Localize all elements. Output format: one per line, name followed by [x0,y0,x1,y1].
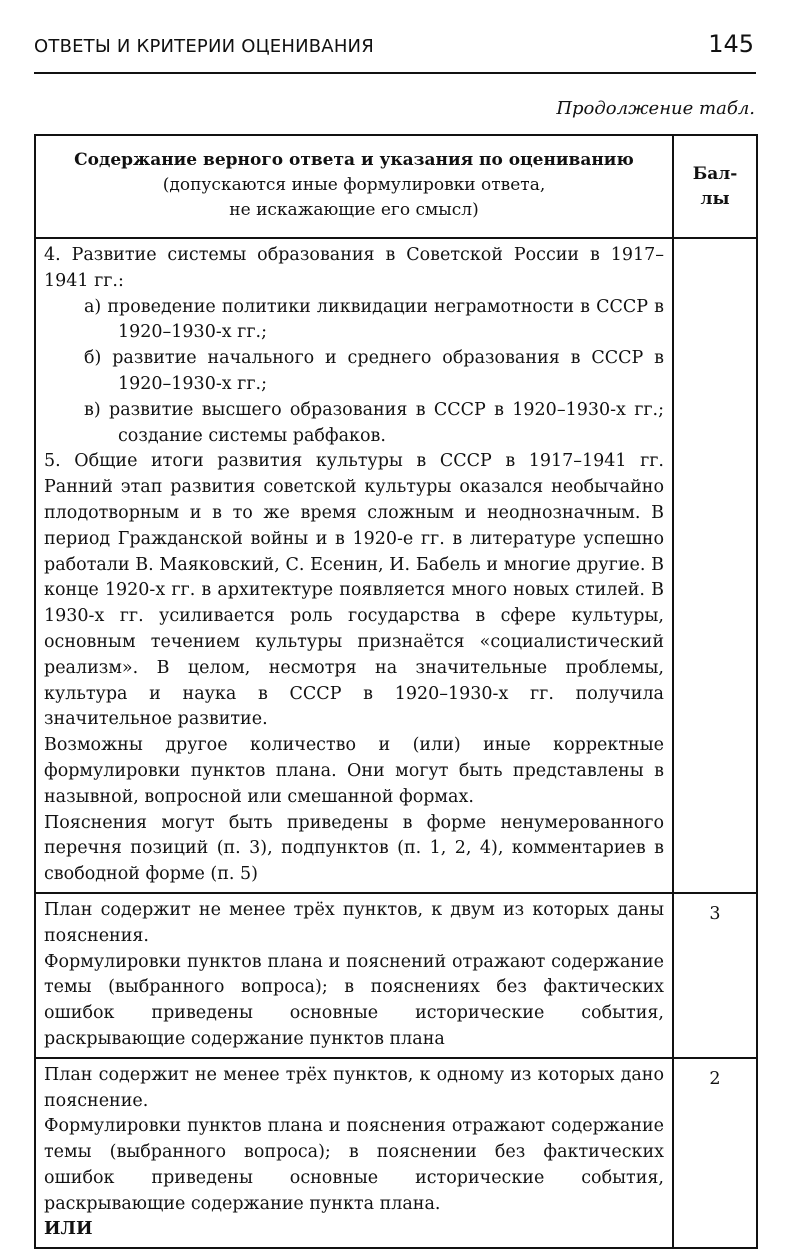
points-value: 2 [709,1068,721,1089]
criteria-text: План содержит не менее трёх пунктов, к двум из которых даны пояснения. [44,899,664,946]
points-header-line1: Бал- [692,164,738,184]
points-value: 3 [709,903,721,924]
page-number: 145 [708,30,754,58]
answer-content-row [35,238,757,893]
table-header-row [35,135,757,238]
note-explanations: Пояснения могут быть приведены в форме ненумерованного перечня позиций (п. 3), подпунктов (п. 1, 2, 4), комментариев в свободной форме (п. 5) [44,812,664,885]
note-alternatives: Возможны другое количество и (или) иные корректные формулировки пунктов плана. Они могут быть представлены в назывной, вопросной или смешанной формах. [44,735,664,807]
content-header-line3: не искажающие его смысл) [229,200,479,220]
criteria-text-cell [35,893,673,1058]
points-header-line2: лы [700,189,730,209]
answer-points-cell [673,238,757,893]
criteria-points-cell [673,1058,757,1249]
grading-table [34,134,758,1249]
content-header-line2: (допускаются иные формулировки ответа, [162,175,546,195]
criteria-text: Формулировки пунктов плана и пояснения отражают содержание темы (выбранного вопроса); в пояснении без фактических ошибок приведены основные исторические события, раскрывающие содержание пункта плана. [44,1116,664,1214]
content-header-line1: Содержание верного ответа и указания по оцениванию [74,150,634,170]
running-header [34,22,756,74]
content-column-header [35,135,673,238]
plan-subitem-4a: а) проведение политики ликвидации неграмотности в СССР в 1920–1930-х гг.; [84,296,664,343]
criteria-row [35,893,757,1058]
criteria-text-cell [35,1058,673,1249]
plan-item-5: 5. Общие итоги развития культуры в СССР в 1917–1941 гг. Ранний этап развития советской культуры оказался необычайно плодотворным и в то же время сложным и неоднозначным. В период Гражданской войны и в 1920-е гг. в литературе успешно работали В. Маяковский, С. Есенин, И. Бабель и многие другие. В конце 1920-х гг. в архитектуре появляется много новых стилей. В 1930-х гг. усиливается роль государства в сфере культуры, основным течением культуры признаётся «социалистический реализм». В целом, несмотря на значительные проблемы, культура и наука в СССР в 1920–1930-х гг. получила значительное развитие. [44,451,664,730]
table-continuation-label: Продолжение табл. [556,98,755,119]
criteria-text: План содержит не менее трёх пунктов, к одному из которых дано пояснение. [44,1064,664,1111]
running-title: ОТВЕТЫ И КРИТЕРИИ ОЦЕНИВАНИЯ [34,36,374,57]
plan-subitem-4b: б) развитие начального и среднего образования в СССР в 1920–1930-х гг.; [84,348,664,394]
plan-subitem-4c: в) развитие высшего образования в СССР в 1920–1930-х гг.; создание системы рабфаков. [84,399,664,446]
criteria-row [35,1058,757,1249]
or-label: ИЛИ [44,1219,93,1240]
plan-item-4: 4. Развитие системы образования в Советской России в 1917–1941 гг.: [44,245,664,291]
points-column-header [673,135,757,238]
criteria-text: Формулировки пунктов плана и пояснений отражают содержание темы (выбранного вопроса); в пояснениях без фактических ошибок приведены основные исторические события, раскрывающие содержание пунктов плана [44,951,664,1049]
criteria-points-cell [673,893,757,1058]
answer-content-cell [35,238,673,893]
